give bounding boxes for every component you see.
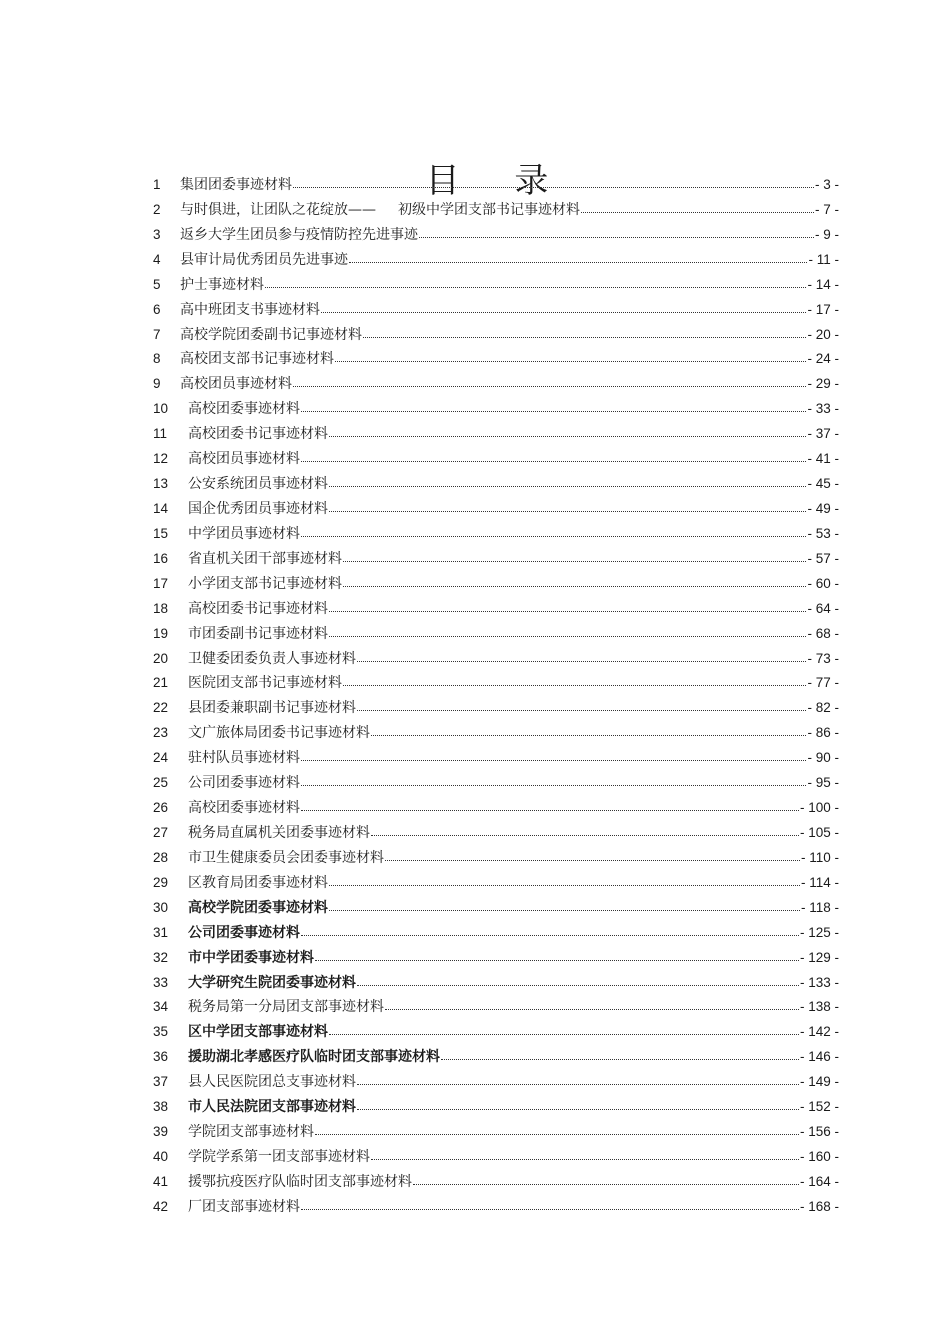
toc-entry-title: 县人民医院团总支事迹材料: [188, 1074, 356, 1091]
toc-entry-title: 高校团委事迹材料: [188, 401, 300, 418]
toc-entry-title: 市中学团委事迹材料: [188, 949, 314, 966]
toc-entry-title: 区中学团支部事迹材料: [188, 1024, 328, 1041]
toc-entry-page: - 29 -: [807, 376, 839, 392]
toc-entry-page: - 129 -: [799, 949, 839, 965]
toc-entry-number: 24: [153, 750, 169, 766]
toc-dot-leader: [357, 975, 799, 987]
toc-entry-page: - 53 -: [807, 525, 839, 541]
toc-entry[interactable]: [153, 299, 839, 324]
toc-entry-page: - 17 -: [807, 301, 839, 317]
toc-entry[interactable]: [153, 174, 839, 199]
table-of-contents: [153, 174, 839, 1221]
toc-entry-page: - 114 -: [800, 874, 839, 890]
toc-entry-page: - 33 -: [807, 401, 839, 417]
toc-entry-page: - 41 -: [807, 451, 839, 467]
toc-entry-title: 学院团支部事迹材料: [188, 1124, 314, 1141]
toc-entry-page: - 168 -: [799, 1198, 839, 1214]
toc-entry[interactable]: [153, 722, 839, 747]
toc-entry-page: - 37 -: [807, 426, 839, 442]
toc-entry-page: - 86 -: [807, 725, 839, 741]
toc-entry-title: 援助湖北孝感医疗队临时团支部事迹材料: [188, 1049, 440, 1066]
toc-dot-leader: [329, 1024, 799, 1036]
toc-entry-number: 41: [153, 1173, 169, 1189]
toc-entry-number: 9: [153, 376, 161, 392]
toc-dot-leader: [335, 351, 806, 363]
toc-entry-number: 42: [153, 1198, 169, 1214]
toc-entry[interactable]: [153, 448, 839, 473]
toc-dot-leader: [265, 277, 806, 289]
toc-entry[interactable]: [153, 623, 839, 648]
toc-entry-page: - 24 -: [807, 351, 839, 367]
toc-entry-page: - 118 -: [800, 899, 839, 915]
toc-dot-leader: [343, 675, 806, 687]
toc-entry-number: 39: [153, 1124, 169, 1140]
toc-entry[interactable]: [153, 573, 839, 598]
toc-dot-leader: [371, 725, 806, 737]
toc-entry[interactable]: [153, 1096, 839, 1121]
toc-entry-page: - 14 -: [807, 276, 839, 292]
toc-entry-number: 28: [153, 849, 169, 865]
toc-entry[interactable]: [153, 747, 839, 772]
toc-entry-title: 省直机关团干部事迹材料: [188, 550, 342, 567]
toc-entry[interactable]: [153, 598, 839, 623]
toc-entry-number: 34: [153, 999, 169, 1015]
toc-entry[interactable]: [153, 523, 839, 548]
toc-entry-number: 22: [153, 700, 169, 716]
toc-entry-subtitle: 初级中学团支部书记事迹材料: [398, 201, 580, 218]
toc-entry-page: - 49 -: [807, 500, 839, 516]
toc-dot-leader: [343, 576, 806, 588]
toc-dot-leader: [363, 327, 806, 339]
toc-entry-page: - 57 -: [807, 550, 839, 566]
toc-entry-number: 31: [153, 924, 169, 940]
toc-entry-title: 县团委兼职副书记事迹材料: [188, 700, 356, 717]
toc-entry-title: 中学团员事迹材料: [188, 525, 300, 542]
toc-entry-title: 小学团支部书记事迹材料: [188, 575, 342, 592]
toc-entry[interactable]: [153, 373, 839, 398]
toc-entry-page: - 77 -: [807, 675, 839, 691]
toc-entry-title: 县审计局优秀团员先进事迹: [180, 251, 348, 268]
toc-entry-title: 公司团委事迹材料: [188, 924, 300, 941]
toc-dot-leader: [293, 177, 814, 189]
toc-entry[interactable]: [153, 947, 839, 972]
toc-entry-title: 学院学系第一团支部事迹材料: [188, 1148, 370, 1165]
toc-entry-page: - 100 -: [799, 800, 839, 816]
toc-entry-number: 1: [153, 177, 161, 192]
toc-entry-title: 高校学院团委事迹材料: [188, 899, 328, 916]
toc-entry-page: - 9 -: [814, 226, 839, 242]
toc-dot-leader: [301, 526, 806, 538]
toc-dot-leader: [301, 925, 799, 937]
toc-entry-number: 30: [153, 899, 169, 915]
toc-dot-leader: [371, 825, 799, 837]
toc-entry[interactable]: [153, 1146, 839, 1171]
toc-dot-leader: [329, 875, 800, 887]
toc-entry-title: 公司团委事迹材料: [188, 775, 300, 792]
toc-title: 目 录: [425, 160, 571, 201]
toc-entry-number: 10: [153, 401, 169, 417]
toc-entry[interactable]: [153, 897, 839, 922]
toc-entry[interactable]: [153, 548, 839, 573]
toc-entry-page: - 160 -: [799, 1148, 839, 1164]
toc-entry-page: - 45 -: [807, 476, 839, 492]
toc-entry[interactable]: [153, 822, 839, 847]
toc-entry[interactable]: [153, 348, 839, 373]
toc-entry-number: 8: [153, 351, 161, 367]
toc-dot-leader: [329, 601, 806, 613]
toc-entry-title: 高校团员事迹材料: [180, 376, 292, 393]
toc-dot-leader: [419, 227, 814, 239]
toc-entry-title: 文广旅体局团委书记事迹材料: [188, 725, 370, 742]
toc-entry-title: 援鄂抗疫医疗队临时团支部事迹材料: [188, 1173, 412, 1190]
toc-dot-leader: [329, 476, 806, 488]
toc-entry-page: - 133 -: [799, 974, 839, 990]
toc-dot-leader: [357, 1074, 799, 1086]
toc-entry-title: 市卫生健康委员会团委事迹材料: [188, 849, 384, 866]
toc-entry-number: 6: [153, 301, 161, 317]
toc-dot-leader: [349, 252, 807, 264]
toc-entry-page: - 68 -: [807, 625, 839, 641]
toc-entry-title: 高中班团支书事迹材料: [180, 301, 320, 318]
toc-entry-number: 19: [153, 625, 169, 641]
toc-entry-number: 20: [153, 650, 169, 666]
toc-entry-number: 27: [153, 824, 169, 840]
toc-dot-leader: [329, 426, 806, 438]
toc-entry[interactable]: [153, 498, 839, 523]
toc-dot-leader: [371, 1149, 799, 1161]
toc-entry-title: 厂团支部事迹材料: [188, 1198, 300, 1215]
toc-entry-title: 集团团委事迹材料: [180, 177, 292, 193]
toc-entry-page: - 105 -: [799, 824, 839, 840]
toc-entry-page: - 110 -: [800, 849, 839, 865]
toc-entry-number: 35: [153, 1024, 169, 1040]
toc-entry[interactable]: [153, 1171, 839, 1196]
toc-entry-page: - 138 -: [799, 999, 839, 1015]
toc-dot-leader: [413, 1174, 799, 1186]
toc-entry-title: 高校团委事迹材料: [188, 800, 300, 817]
toc-entry-title: 护士事迹材料: [180, 276, 264, 293]
toc-entry-title: 税务局直属机关团委事迹材料: [188, 824, 370, 841]
toc-dot-leader: [357, 700, 806, 712]
toc-dot-leader: [301, 775, 806, 787]
toc-entry-number: 32: [153, 949, 169, 965]
toc-entry[interactable]: [153, 847, 839, 872]
toc-entry-title: 国企优秀团员事迹材料: [188, 500, 328, 517]
toc-entry[interactable]: [153, 922, 839, 947]
toc-entry-number: 12: [153, 451, 169, 467]
toc-entry-title: 大学研究生院团委事迹材料: [188, 974, 356, 991]
toc-entry-number: 21: [153, 675, 169, 691]
toc-dot-leader: [385, 850, 800, 862]
toc-entry-title: 市人民法院团支部事迹材料: [188, 1099, 356, 1116]
toc-entry-page: - 7 -: [814, 201, 839, 217]
toc-entry-title: 市团委副书记事迹材料: [188, 625, 328, 642]
toc-dot-leader: [315, 1124, 799, 1136]
toc-entry[interactable]: [153, 249, 839, 274]
toc-entry-page: - 82 -: [807, 700, 839, 716]
toc-entry[interactable]: [153, 473, 839, 498]
toc-dot-leader: [293, 376, 806, 388]
toc-entry[interactable]: [153, 1121, 839, 1146]
toc-dot-leader: [301, 750, 806, 762]
toc-entry-title: 医院团支部书记事迹材料: [188, 675, 342, 692]
toc-entry[interactable]: [153, 797, 839, 822]
toc-entry-page: - 11 -: [808, 251, 839, 267]
toc-entry[interactable]: [153, 274, 839, 299]
toc-dot-leader: [343, 551, 806, 563]
toc-entry-number: 26: [153, 800, 169, 816]
toc-entry-title: 税务局第一分局团支部事迹材料: [188, 999, 384, 1016]
toc-entry[interactable]: [153, 398, 839, 423]
toc-entry-page: - 60 -: [807, 575, 839, 591]
toc-entry[interactable]: [153, 1071, 839, 1096]
toc-dot-leader: [301, 800, 799, 812]
toc-entry-title: 高校团委书记事迹材料: [188, 600, 328, 617]
toc-entry-title: 高校团委书记事迹材料: [188, 426, 328, 443]
toc-dot-leader: [301, 401, 806, 413]
toc-dot-leader: [315, 950, 799, 962]
toc-entry-title: 与时俱进，让团队之花绽放——: [180, 201, 376, 218]
toc-entry-number: 17: [153, 575, 169, 591]
toc-entry-page: - 156 -: [799, 1124, 839, 1140]
toc-entry-page: - 90 -: [807, 750, 839, 766]
toc-entry-number: 7: [153, 326, 161, 342]
toc-entry-title: 高校团支部书记事迹材料: [180, 351, 334, 368]
toc-dot-leader: [357, 1099, 799, 1111]
toc-entry-page: - 73 -: [807, 650, 839, 666]
toc-entry-page: - 149 -: [799, 1074, 839, 1090]
toc-entry-number: 14: [153, 500, 169, 516]
toc-entry[interactable]: [153, 648, 839, 673]
toc-entry[interactable]: [153, 1021, 839, 1046]
toc-entry-number: 18: [153, 600, 169, 616]
toc-dot-leader: [385, 999, 799, 1011]
toc-entry[interactable]: [153, 324, 839, 349]
toc-entry-title: 区教育局团委事迹材料: [188, 874, 328, 891]
toc-entry[interactable]: [153, 423, 839, 448]
toc-entry-title: 返乡大学生团员参与疫情防控先进事迹: [180, 226, 418, 243]
toc-entry-number: 36: [153, 1049, 169, 1065]
toc-entry-number: 11: [153, 426, 168, 442]
toc-entry-page: - 164 -: [799, 1173, 839, 1189]
toc-dot-leader: [329, 900, 800, 912]
toc-dot-leader: [581, 202, 814, 214]
toc-entry[interactable]: [153, 772, 839, 797]
toc-entry-title: 卫健委团委负责人事迹材料: [188, 650, 356, 667]
toc-entry-number: 15: [153, 525, 169, 541]
toc-entry[interactable]: [153, 224, 839, 249]
toc-dot-leader: [329, 501, 806, 513]
toc-entry-page: - 142 -: [799, 1024, 839, 1040]
toc-entry-page: - 125 -: [799, 924, 839, 940]
toc-entry[interactable]: [153, 199, 839, 224]
toc-entry-page: - 95 -: [807, 775, 839, 791]
toc-entry-page: - 20 -: [807, 326, 839, 342]
toc-entry[interactable]: [153, 972, 839, 997]
toc-entry-number: 38: [153, 1099, 169, 1115]
toc-entry-number: 4: [153, 251, 161, 267]
toc-entry-number: 25: [153, 775, 169, 791]
toc-entry-number: 5: [153, 276, 161, 292]
toc-entry-number: 33: [153, 974, 169, 990]
toc-dot-leader: [329, 626, 806, 638]
toc-entry-number: 37: [153, 1074, 169, 1090]
toc-entry-page: - 3 -: [814, 177, 839, 192]
toc-dot-leader: [301, 451, 806, 463]
toc-entry-number: 13: [153, 476, 169, 492]
toc-entry-number: 3: [153, 226, 161, 242]
toc-entry[interactable]: [153, 872, 839, 897]
toc-dot-leader: [441, 1049, 799, 1061]
toc-entry[interactable]: [153, 697, 839, 722]
toc-entry-title: 驻村队员事迹材料: [188, 750, 300, 767]
toc-entry[interactable]: [153, 1046, 839, 1071]
toc-dot-leader: [357, 651, 806, 663]
toc-entry[interactable]: [153, 672, 839, 697]
toc-entry-number: 16: [153, 550, 169, 566]
toc-entry-title: 公安系统团员事迹材料: [188, 476, 328, 493]
toc-entry[interactable]: [153, 996, 839, 1021]
toc-dot-leader: [301, 1199, 799, 1211]
toc-dot-leader: [321, 302, 806, 314]
toc-entry-title: 高校学院团委副书记事迹材料: [180, 326, 362, 343]
toc-entry-number: 29: [153, 874, 169, 890]
toc-entry-page: - 146 -: [799, 1049, 839, 1065]
toc-entry-number: 40: [153, 1148, 169, 1164]
toc-entry-page: - 64 -: [807, 600, 839, 616]
toc-entry[interactable]: [153, 1196, 839, 1221]
toc-entry-number: 2: [153, 201, 161, 217]
toc-entry-page: - 152 -: [799, 1099, 839, 1115]
toc-entry-number: 23: [153, 725, 169, 741]
toc-entry-title: 高校团员事迹材料: [188, 451, 300, 468]
